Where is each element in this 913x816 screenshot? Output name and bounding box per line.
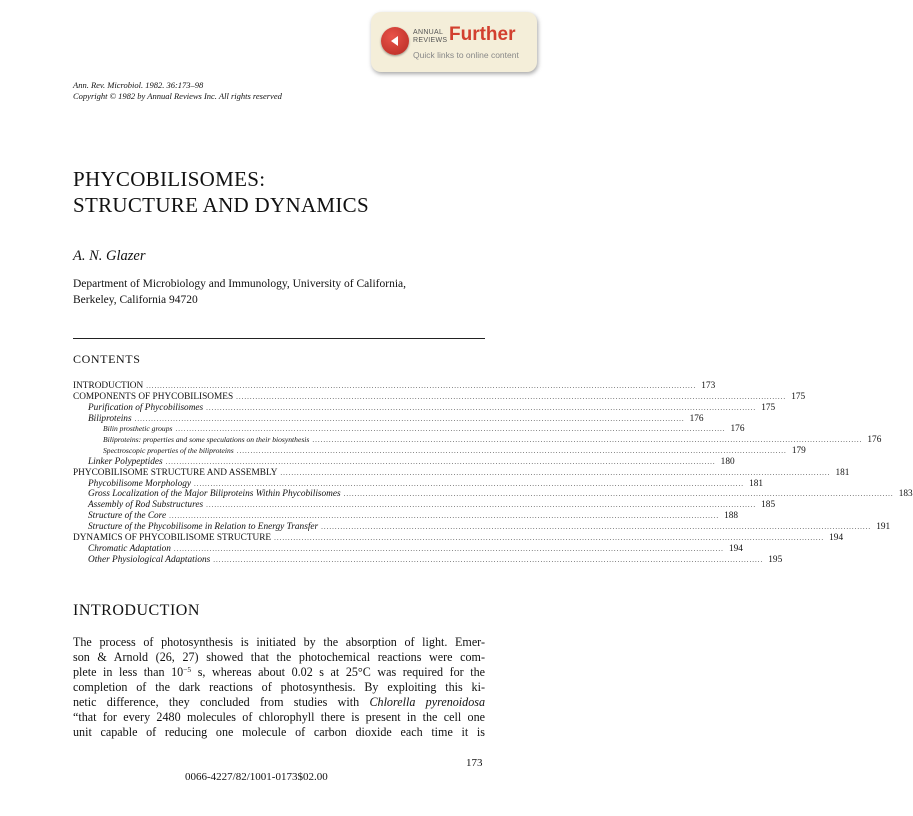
toc-leader-dots: ........................................................................................................................................................................................................	[165, 457, 716, 466]
toc-entry[interactable]	[73, 554, 783, 566]
toc-entry-title: Spectroscopic properties of the biliproteins	[103, 446, 234, 456]
toc-entry-page: 183	[898, 489, 913, 500]
badge-reviews-label: REVIEWS	[413, 37, 448, 44]
body-text-fragment: netic difference, they concluded from studies with	[73, 695, 370, 709]
toc-entry-page: 175	[761, 402, 776, 413]
toc-leader-dots: ........................................................................................................................................................................................................	[312, 436, 863, 445]
toc-entry-page: 176	[730, 424, 745, 435]
article-title-line-1: PHYCOBILISOMES:	[73, 167, 266, 191]
toc-leader-dots: ........................................................................................................................................................................................................	[236, 447, 787, 456]
toc-entry[interactable]	[73, 381, 716, 392]
toc-entry-page: 173	[701, 381, 716, 391]
toc-leader-dots: ........................................................................................................................................................................................................	[274, 533, 825, 542]
toc-entry-title: Biliproteins	[88, 413, 132, 424]
toc-entry-page: 176	[867, 435, 882, 446]
toc-entry-page: 195	[768, 554, 783, 565]
toc-leader-dots: ........................................................................................................................................................................................................	[169, 512, 720, 521]
toc-entry-page: 180	[720, 456, 735, 467]
toc-entry-page: 191	[876, 521, 891, 532]
toc-entry-title: Bilin prosthetic groups	[103, 424, 173, 434]
body-text-line: unit capable of reducing one molecule of carbon dioxide each time it is	[73, 725, 485, 739]
toc-entry-title: Gross Localization of the Major Biliproteins Within Phycobilisomes	[88, 489, 341, 500]
toc-leader-dots: ........................................................................................................................................................................................................	[206, 403, 757, 412]
toc-entry[interactable]	[73, 446, 806, 457]
toc-entry-page: 188	[724, 511, 739, 522]
toc-leader-dots: ........................................................................................................................................................................................................	[213, 555, 764, 564]
toc-entry[interactable]	[73, 424, 745, 435]
toc-leader-dots: ........................................................................................................................................................................................................	[321, 522, 872, 531]
toc-entry-page: 176	[689, 413, 704, 424]
toc-entry[interactable]	[73, 511, 739, 522]
back-arrow-icon[interactable]	[381, 27, 409, 55]
toc-leader-dots: ........................................................................................................................................................................................................	[343, 490, 894, 499]
page-number: 173	[466, 757, 483, 769]
toc-leader-dots: ........................................................................................................................................................................................................	[280, 468, 831, 477]
issn-price-code: 0066-4227/82/1001-0173$02.00	[185, 771, 328, 783]
contents-heading: CONTENTS	[73, 352, 141, 366]
toc-entry[interactable]	[73, 391, 806, 403]
body-text-line	[73, 695, 485, 710]
toc-entry-title: Structure of the Core	[88, 511, 167, 522]
toc-entry-page: 181	[749, 478, 764, 489]
body-text-line: “that for every 2480 molecules of chlorophyll there is present in the cell one	[73, 710, 485, 724]
affiliation-line-1: Department of Microbiology and Immunology, University of California,	[73, 278, 407, 290]
body-text-line: son & Arnold (26, 27) showed that the photochemical reactions were com-	[73, 650, 485, 664]
toc-entry-page: 179	[791, 446, 806, 457]
toc-entry[interactable]	[73, 532, 844, 544]
toc-leader-dots: ........................................................................................................................................................................................................	[173, 544, 724, 553]
affiliation-line-2: Berkeley, California 94720	[73, 294, 198, 306]
toc-leader-dots: ........................................................................................................................................................................................................	[206, 501, 757, 510]
journal-reference: Ann. Rev. Microbiol. 1982. 36:173–98	[73, 80, 204, 90]
toc-entry-title: Other Physiological Adaptations	[88, 554, 211, 565]
toc-entry-title: Linker Polypeptides	[88, 456, 163, 467]
toc-entry-title: Structure of the Phycobilisome in Relation to Energy Transfer	[88, 521, 319, 532]
toc-entry[interactable]	[73, 435, 882, 446]
toc-leader-dots: ........................................................................................................................................................................................................	[175, 425, 726, 434]
author-name: A. N. Glazer	[73, 248, 146, 264]
copyright-notice: Copyright © 1982 by Annual Reviews Inc. All rights reserved	[73, 91, 282, 101]
species-name: Chlorella pyrenoidosa	[369, 695, 485, 709]
toc-entry-title: Chromatic Adaptation	[88, 543, 171, 554]
toc-entry-title: Assembly of Rod Substructures	[88, 500, 204, 511]
toc-entry-page: 194	[829, 532, 844, 543]
section-divider	[73, 338, 485, 339]
toc-entry[interactable]	[73, 467, 850, 479]
introduction-heading: INTRODUCTION	[73, 602, 200, 619]
table-of-contents	[73, 381, 913, 565]
body-text-line	[73, 665, 485, 680]
toc-leader-dots: ........................................................................................................................................................................................................	[134, 414, 685, 423]
toc-entry[interactable]	[73, 543, 743, 555]
exponent: −5	[183, 665, 192, 674]
toc-entry[interactable]	[73, 521, 891, 533]
toc-entry[interactable]	[73, 489, 913, 500]
toc-entry[interactable]	[73, 413, 704, 425]
toc-entry[interactable]	[73, 402, 776, 414]
toc-leader-dots: ........................................................................................................................................................................................................	[236, 392, 787, 401]
body-text-line: The process of photosynthesis is initiated by the absorption of light. Emer-	[73, 635, 485, 649]
article-title-line-2: STRUCTURE AND DYNAMICS	[73, 193, 369, 217]
toc-entry-title: COMPONENTS OF PHYCOBILISOMES	[73, 391, 234, 402]
toc-entry[interactable]	[73, 478, 764, 490]
toc-entry-page: 175	[791, 391, 806, 402]
toc-entry-title: Purification of Phycobilisomes	[88, 402, 204, 413]
toc-leader-dots: ........................................................................................................................................................................................................	[194, 479, 745, 488]
toc-entry-page: 181	[835, 467, 850, 478]
toc-entry-title: Phycobilisome Morphology	[88, 478, 192, 489]
further-badge[interactable]	[371, 12, 537, 72]
body-text-fragment: s, whereas about 0.02 s at 25°C was required for the	[191, 665, 485, 679]
toc-entry[interactable]	[73, 500, 776, 511]
toc-entry-page: 194	[728, 543, 743, 554]
badge-annual-label: ANNUAL	[413, 29, 444, 36]
badge-subtext: Quick links to online content	[413, 50, 519, 60]
toc-entry-title: PHYCOBILISOME STRUCTURE AND ASSEMBLY	[73, 467, 278, 478]
toc-entry-title: INTRODUCTION	[73, 381, 144, 391]
toc-entry-title: DYNAMICS OF PHYCOBILISOME STRUCTURE	[73, 532, 272, 543]
body-text-line: completion of the dark reactions of photosynthesis. By exploiting this ki-	[73, 680, 485, 694]
toc-leader-dots: ........................................................................................................................................................................................................	[146, 382, 697, 390]
toc-entry[interactable]	[73, 456, 735, 468]
toc-entry-page: 185	[761, 500, 776, 511]
body-text-fragment: plete in less than 10	[73, 665, 184, 679]
toc-entry-title: Biliproteins: properties and some speculations on their biosynthesis	[103, 435, 310, 445]
badge-further-label: Further	[449, 24, 516, 45]
